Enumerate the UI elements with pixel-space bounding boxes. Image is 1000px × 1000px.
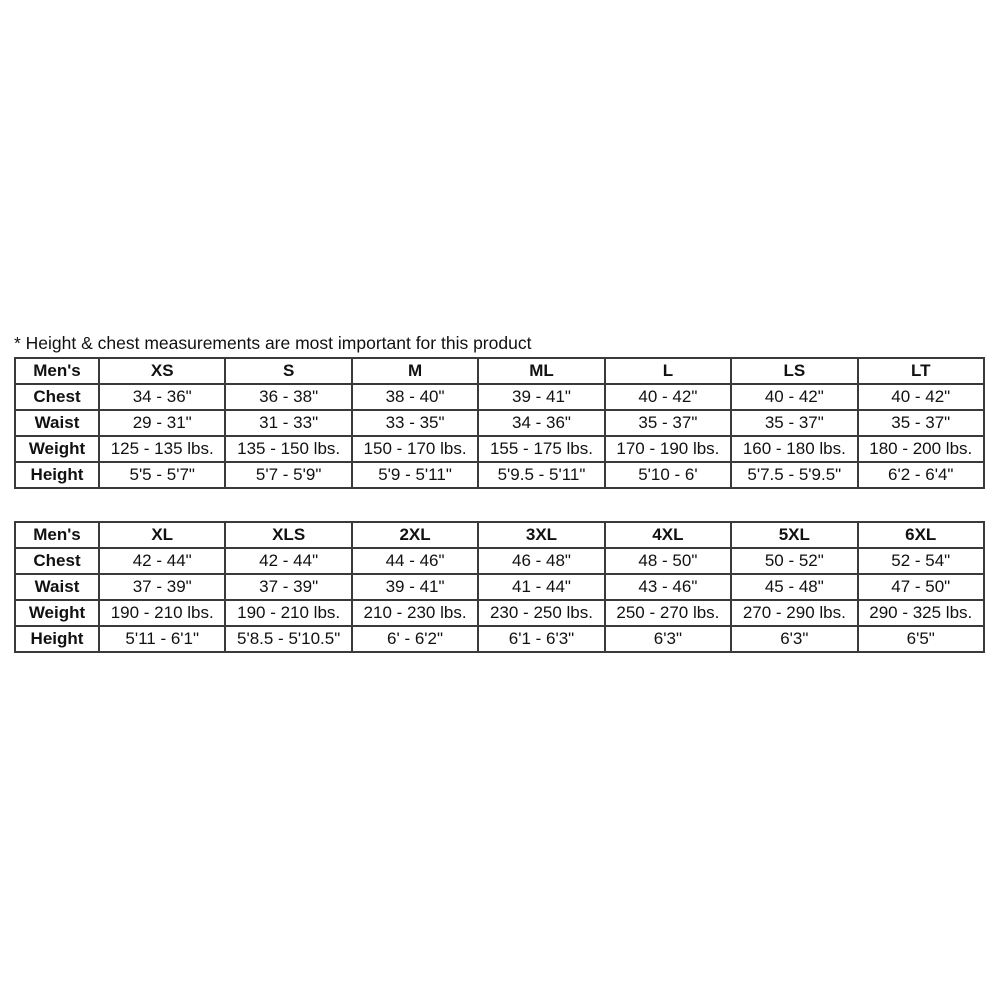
table-cell: 5'11 - 6'1" — [99, 626, 225, 652]
size-header: XS — [99, 358, 225, 384]
table-cell: 5'7.5 - 5'9.5" — [731, 462, 857, 488]
table-row — [15, 384, 984, 410]
size-chart-table-2 — [14, 521, 985, 653]
size-chart-table-1 — [14, 357, 985, 489]
row-label-height: Height — [15, 462, 99, 488]
table-cell: 31 - 33" — [225, 410, 351, 436]
table-cell: 6'3" — [605, 626, 731, 652]
table-row — [15, 626, 984, 652]
table-cell: 35 - 37" — [731, 410, 857, 436]
table-cell: 125 - 135 lbs. — [99, 436, 225, 462]
table-cell: 34 - 36" — [478, 410, 604, 436]
table-cell: 36 - 38" — [225, 384, 351, 410]
table-cell: 39 - 41" — [478, 384, 604, 410]
table-cell: 47 - 50" — [858, 574, 984, 600]
table-row — [15, 574, 984, 600]
table-cell: 44 - 46" — [352, 548, 478, 574]
table-cell: 190 - 210 lbs. — [225, 600, 351, 626]
row-label-weight: Weight — [15, 436, 99, 462]
table-cell: 150 - 170 lbs. — [352, 436, 478, 462]
row-label-height: Height — [15, 626, 99, 652]
table-cell: 33 - 35" — [352, 410, 478, 436]
table-cell: 35 - 37" — [858, 410, 984, 436]
table-cell: 50 - 52" — [731, 548, 857, 574]
table-cell: 52 - 54" — [858, 548, 984, 574]
measurement-note: * Height & chest measurements are most important for this product — [14, 333, 532, 353]
row-label-weight: Weight — [15, 600, 99, 626]
table-cell: 42 - 44" — [225, 548, 351, 574]
size-header: XL — [99, 522, 225, 548]
table-cell: 5'9.5 - 5'11" — [478, 462, 604, 488]
table-cell: 6'5" — [858, 626, 984, 652]
table-row — [15, 462, 984, 488]
size-header: 2XL — [352, 522, 478, 548]
table-cell: 155 - 175 lbs. — [478, 436, 604, 462]
table-cell: 250 - 270 lbs. — [605, 600, 731, 626]
table-cell: 180 - 200 lbs. — [858, 436, 984, 462]
table-cell: 5'9 - 5'11" — [352, 462, 478, 488]
size-header: XLS — [225, 522, 351, 548]
table-cell: 39 - 41" — [352, 574, 478, 600]
size-header: LT — [858, 358, 984, 384]
table-cell: 190 - 210 lbs. — [99, 600, 225, 626]
table-row — [15, 436, 984, 462]
table-cell: 35 - 37" — [605, 410, 731, 436]
size-header: 4XL — [605, 522, 731, 548]
table-row — [15, 410, 984, 436]
table-cell: 43 - 46" — [605, 574, 731, 600]
table-cell: 5'5 - 5'7" — [99, 462, 225, 488]
table-cell: 170 - 190 lbs. — [605, 436, 731, 462]
header-row — [15, 358, 984, 384]
table-cell: 5'10 - 6' — [605, 462, 731, 488]
header-row — [15, 522, 984, 548]
table-cell: 45 - 48" — [731, 574, 857, 600]
table-cell: 41 - 44" — [478, 574, 604, 600]
size-header: M — [352, 358, 478, 384]
size-header: LS — [731, 358, 857, 384]
size-header: ML — [478, 358, 604, 384]
table-cell: 40 - 42" — [731, 384, 857, 410]
table-cell: 46 - 48" — [478, 548, 604, 574]
table-cell: 37 - 39" — [225, 574, 351, 600]
row-label-waist: Waist — [15, 410, 99, 436]
table-cell: 6'2 - 6'4" — [858, 462, 984, 488]
table-cell: 37 - 39" — [99, 574, 225, 600]
table-cell: 160 - 180 lbs. — [731, 436, 857, 462]
row-label-waist: Waist — [15, 574, 99, 600]
size-header: S — [225, 358, 351, 384]
table-cell: 38 - 40" — [352, 384, 478, 410]
table-cell: 135 - 150 lbs. — [225, 436, 351, 462]
table-cell: 210 - 230 lbs. — [352, 600, 478, 626]
table-cell: 6' - 6'2" — [352, 626, 478, 652]
size-header: 6XL — [858, 522, 984, 548]
table-cell: 40 - 42" — [605, 384, 731, 410]
table-row — [15, 548, 984, 574]
size-header: 3XL — [478, 522, 604, 548]
table-cell: 42 - 44" — [99, 548, 225, 574]
header-label: Men's — [15, 522, 99, 548]
table-cell: 40 - 42" — [858, 384, 984, 410]
table-cell: 230 - 250 lbs. — [478, 600, 604, 626]
table-cell: 270 - 290 lbs. — [731, 600, 857, 626]
row-label-chest: Chest — [15, 548, 99, 574]
table-cell: 290 - 325 lbs. — [858, 600, 984, 626]
header-label: Men's — [15, 358, 99, 384]
table-cell: 48 - 50" — [605, 548, 731, 574]
table-cell: 29 - 31" — [99, 410, 225, 436]
size-header: 5XL — [731, 522, 857, 548]
table-cell: 6'3" — [731, 626, 857, 652]
table-cell: 5'7 - 5'9" — [225, 462, 351, 488]
table-cell: 6'1 - 6'3" — [478, 626, 604, 652]
row-label-chest: Chest — [15, 384, 99, 410]
table-cell: 5'8.5 - 5'10.5" — [225, 626, 351, 652]
table-cell: 34 - 36" — [99, 384, 225, 410]
table-row — [15, 600, 984, 626]
size-header: L — [605, 358, 731, 384]
